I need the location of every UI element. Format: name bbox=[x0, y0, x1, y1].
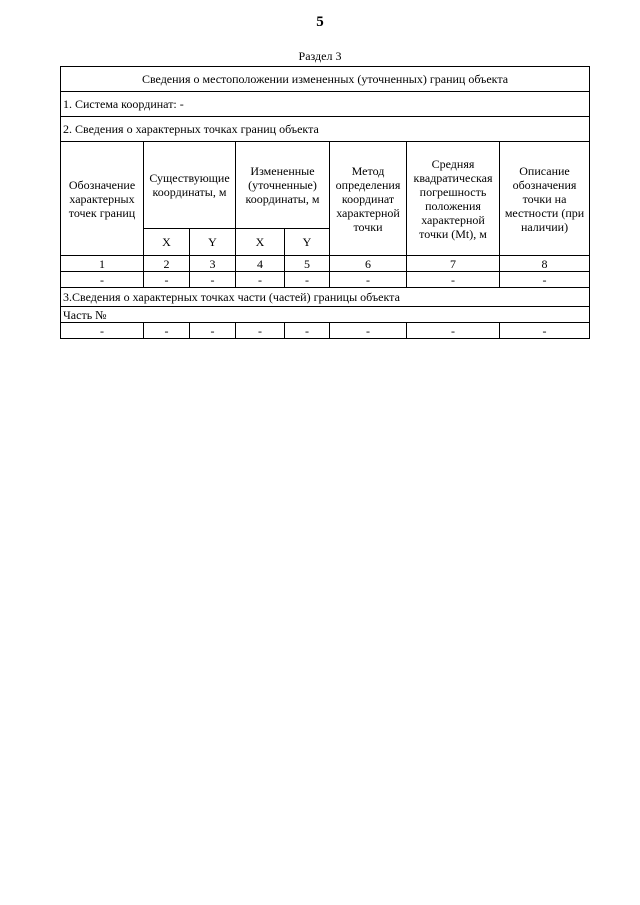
header-x-existing: X bbox=[144, 229, 190, 256]
column-numbers-row bbox=[61, 256, 590, 272]
column-number: 1 bbox=[61, 256, 144, 272]
column-number: 6 bbox=[330, 256, 407, 272]
header-method: Метод определения координат характерной точки bbox=[330, 142, 407, 256]
table-cell: - bbox=[330, 272, 407, 288]
part-label-row: Часть № bbox=[61, 307, 590, 323]
page-number: 5 bbox=[316, 14, 324, 30]
table-cell: - bbox=[61, 323, 144, 339]
column-number: 3 bbox=[190, 256, 236, 272]
header-x-changed: X bbox=[236, 229, 285, 256]
column-number: 2 bbox=[144, 256, 190, 272]
table-cell: - bbox=[144, 323, 190, 339]
column-number: 7 bbox=[407, 256, 500, 272]
table-cell: - bbox=[190, 272, 236, 288]
table-cell: - bbox=[500, 323, 590, 339]
table-cell: - bbox=[407, 272, 500, 288]
table-cell: - bbox=[236, 323, 285, 339]
table-cell: - bbox=[236, 272, 285, 288]
column-number: 4 bbox=[236, 256, 285, 272]
header-existing-coordinates: Существующие координаты, м bbox=[144, 142, 236, 229]
table-title: Сведения о местоположении измененных (уточненных) границ объекта bbox=[61, 67, 590, 92]
table-row bbox=[61, 272, 590, 288]
header-description: Описание обозначения точки на местности (при наличии) bbox=[500, 142, 590, 256]
coordinate-system-row: 1. Система координат: - bbox=[61, 92, 590, 117]
table-cell: - bbox=[500, 272, 590, 288]
table-cell: - bbox=[190, 323, 236, 339]
boundary-points-table bbox=[60, 66, 590, 339]
table-cell: - bbox=[330, 323, 407, 339]
table-cell: - bbox=[285, 323, 330, 339]
table-cell: - bbox=[285, 272, 330, 288]
header-designation: Обозначение характерных точек границ bbox=[61, 142, 144, 256]
header-y-changed: Y bbox=[285, 229, 330, 256]
table-cell: - bbox=[61, 272, 144, 288]
header-error: Средняя квадратическая погрешность положения характерной точки (Mt), м bbox=[407, 142, 500, 256]
section-title: Раздел 3 bbox=[298, 49, 342, 63]
column-number: 8 bbox=[500, 256, 590, 272]
points-heading-row: 2. Сведения о характерных точках границ объекта bbox=[61, 117, 590, 142]
table-row bbox=[61, 323, 590, 339]
table-cell: - bbox=[144, 272, 190, 288]
header-changed-coordinates: Измененные (уточненные) координаты, м bbox=[236, 142, 330, 229]
header-y-existing: Y bbox=[190, 229, 236, 256]
column-number: 5 bbox=[285, 256, 330, 272]
table-cell: - bbox=[407, 323, 500, 339]
parts-heading-row: 3.Сведения о характерных точках части (частей) границы объекта bbox=[61, 288, 590, 307]
